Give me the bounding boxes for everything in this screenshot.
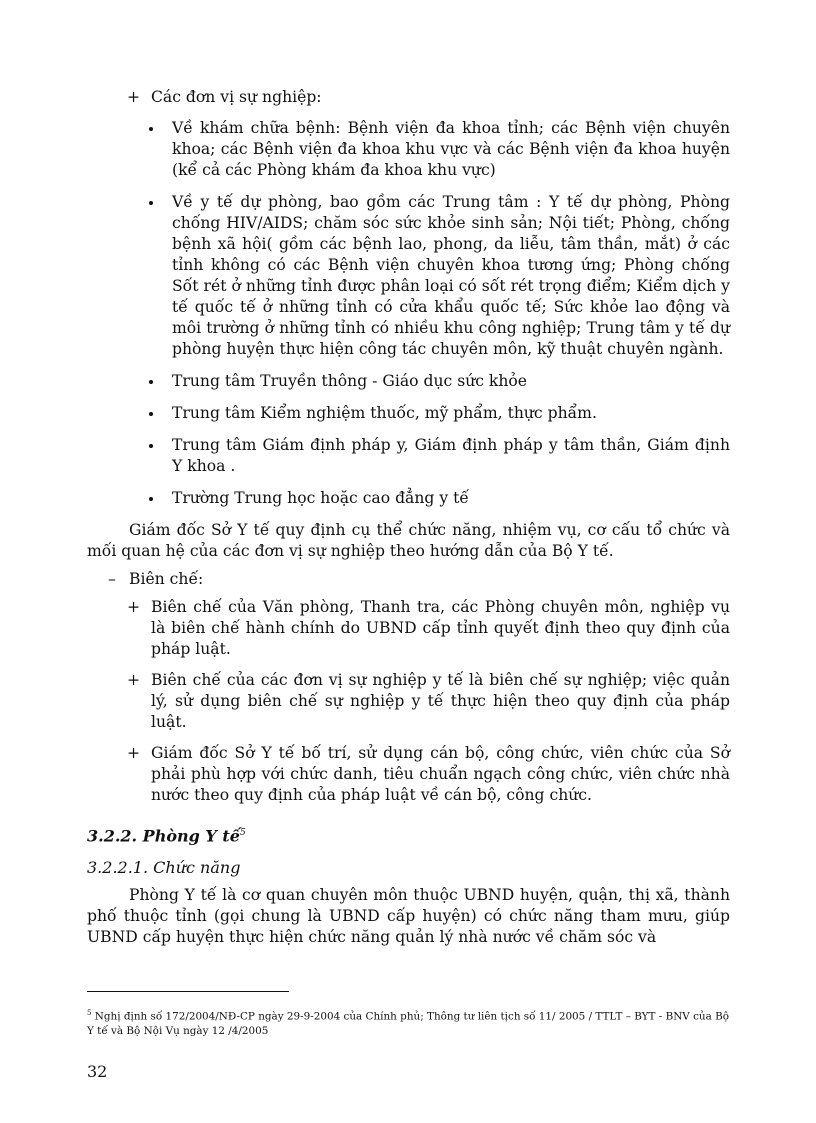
- bullet-item-testing: [87, 403, 730, 424]
- footnote: [87, 1006, 737, 1039]
- bullet-item-school: [87, 488, 730, 509]
- section-heading-322: [87, 822, 730, 847]
- bullet-dot-icon: [149, 444, 153, 448]
- plus-marker: +: [127, 671, 141, 689]
- page-number: 32: [87, 1062, 108, 1081]
- footnote-reference[interactable]: 5: [239, 828, 246, 838]
- staffing-heading-text: Biên chế:: [129, 570, 204, 588]
- page-body: [87, 87, 730, 948]
- staffing-list: [87, 597, 730, 806]
- bullet-text: Trung tâm Truyền thông - Giáo dục sức khỏe: [172, 372, 528, 390]
- staffing-item-text: Biên chế của các đơn vị sự nghiệp y tế là biên chế sự nghiệp; việc quản lý, sử dụng biên chế sự nghiệp y tế thực hiện theo quy định của pháp luật.: [151, 671, 730, 731]
- staffing-item: [87, 670, 730, 733]
- staffing-heading: [87, 569, 730, 590]
- staffing-item-text: Biên chế của Văn phòng, Thanh tra, các Phòng chuyên môn, nghiệp vụ là biên chế hành chính do UBND cấp tỉnh quyết định theo quy định của pháp luật.: [151, 598, 730, 658]
- staffing-item: [87, 743, 730, 806]
- staffing-item-text: Giám đốc Sở Y tế bố trí, sử dụng cán bộ, công chức, viên chức của Sở phải phù hợp với chức danh, tiêu chuẩn ngạch công chức, viên chức nhà nước theo quy định của pháp luật về cán bộ, công chức.: [151, 744, 730, 804]
- plus-marker: +: [127, 744, 141, 762]
- function-paragraph: Phòng Y tế là cơ quan chuyên môn thuộc UBND huyện, quận, thị xã, thành phố thuộc tỉnh (gọi chung là UBND cấp huyện) có chức năng tham mưu, giúp UBND cấp huyện thực hiện chức năng quản lý nhà nước về chăm sóc và: [87, 886, 730, 947]
- bullet-text: Trường Trung học hoặc cao đẳng y tế: [172, 489, 469, 507]
- units-heading-text: Các đơn vị sự nghiệp:: [151, 88, 322, 106]
- footnote-number: 5: [87, 1009, 92, 1017]
- director-paragraph: Giám đốc Sở Y tế quy định cụ thể chức năng, nhiệm vụ, cơ cấu tổ chức và mối quan hệ của các đơn vị sự nghiệp theo hướng dẫn của Bộ Y tế.: [87, 521, 730, 560]
- footnote-text: Nghị định số 172/2004/NĐ-CP ngày 29-9-2004 của Chính phủ; Thông tư liên tịch số 11/ 2005 / TTLT – BYT - BNV của Bộ Y tế và Bộ Nội Vụ ngày 12 /4/2005: [87, 1010, 730, 1038]
- plus-marker: +: [127, 598, 141, 616]
- section-title-text: 3.2.2. Phòng Y tế: [87, 826, 240, 846]
- bullet-dot-icon: [149, 412, 153, 416]
- units-heading: [87, 87, 730, 108]
- bullet-dot-icon: [149, 380, 153, 384]
- plus-marker: +: [127, 88, 141, 106]
- bullet-dot-icon: [149, 497, 153, 501]
- staffing-item: [87, 597, 730, 660]
- bullet-text: Trung tâm Kiểm nghiệm thuốc, mỹ phẩm, thực phẩm.: [172, 404, 597, 422]
- footnote-divider: [87, 991, 289, 992]
- bullet-text: Về y tế dự phòng, bao gồm các Trung tâm : Y tế dự phòng, Phòng chống HIV/AIDS; chăm sóc sức khỏe sinh sản; Nội tiết; Phòng, chống bệnh xã hội( gồm các bệnh lao, phong, da liễu, tâm thần, mắt) ở các tỉnh không có các Bệnh viện chuyên khoa tương ứng; Phòng chống Sốt rét ở những tỉnh được phân loại có sốt rét trọng điểm; Kiểm dịch y tế quốc tế ở những tỉnh có cửa khẩu quốc tế; Sức khỏe lao động và môi trường ở những tỉnh có nhiều khu công nghiệp; Trung tâm y tế dự phòng huyện thực hiện công tác chuyên môn, kỹ thuật chuyên ngành.: [172, 193, 730, 358]
- bullet-text: Trung tâm Giám định pháp y, Giám định pháp y tâm thần, Giám định Y khoa .: [172, 436, 730, 475]
- bullet-item-treatment: [87, 118, 730, 181]
- bullet-item-prevention: [87, 192, 730, 360]
- bullet-dot-icon: [149, 127, 153, 131]
- section-heading-3221: 3.2.2.1. Chức năng: [87, 858, 241, 878]
- units-bullet-list: [87, 118, 730, 509]
- bullet-dot-icon: [149, 201, 153, 205]
- bullet-item-forensics: [87, 435, 730, 477]
- bullet-item-communication: [87, 371, 730, 392]
- dash-marker: –: [108, 570, 116, 588]
- bullet-text: Về khám chữa bệnh: Bệnh viện đa khoa tỉnh; các Bệnh viện chuyên khoa; các Bệnh viện đa khoa khu vực và các Bệnh viện đa khoa huyện (kể cả các Phòng khám đa khoa khu vực): [172, 119, 730, 179]
